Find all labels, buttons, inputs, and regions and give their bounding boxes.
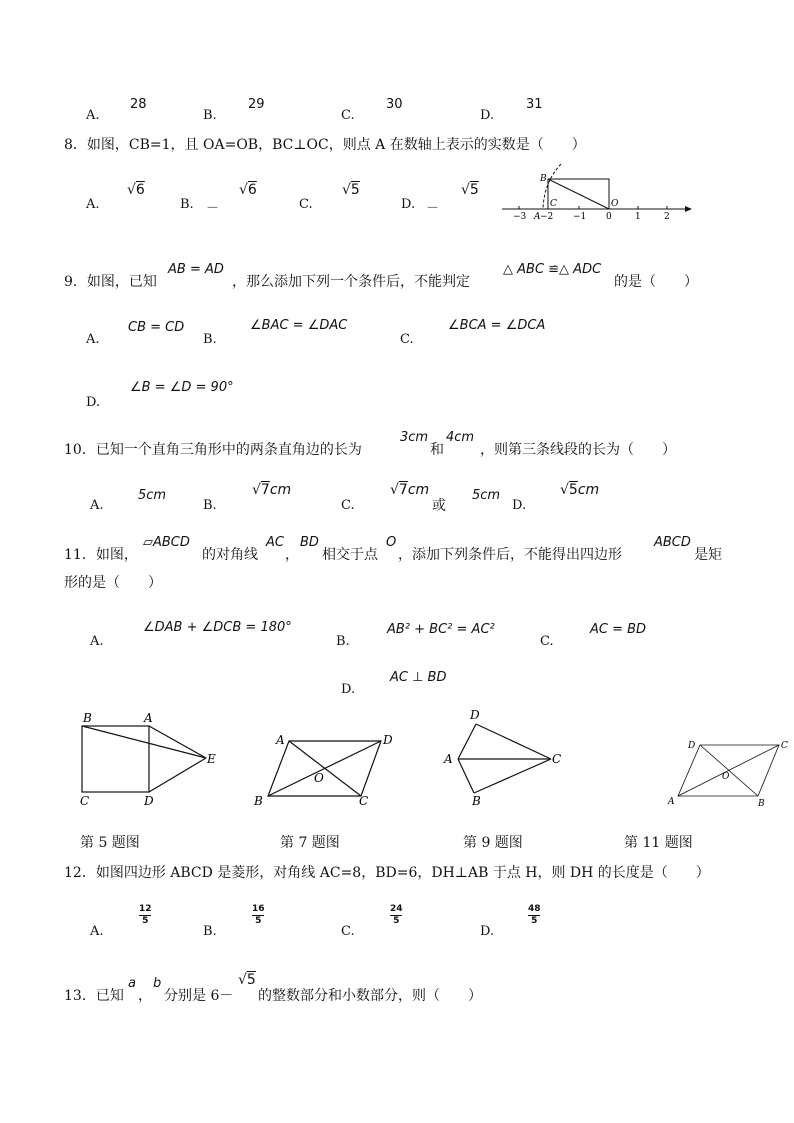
fig9-label-a: A (444, 752, 453, 766)
q9-stem-pre: 9．如图，已知 (64, 274, 157, 290)
q11-stem-mid3: ，添加下列条件后，不能得出四边形 (398, 547, 622, 563)
fig11-label-a: A (668, 797, 675, 807)
fig5-label-c: C (80, 794, 90, 808)
q11-bd: BD (300, 535, 319, 550)
q11-stem-pre: 11．如图， (64, 547, 138, 563)
q11-abcd: ABCD (654, 535, 691, 550)
q9-option-c-letter: C. (400, 332, 414, 347)
q8-tick-minus3: −3 (513, 212, 527, 222)
q12-option-c-letter: C. (341, 924, 355, 939)
q12-option-c-fraction: 24 5 (390, 904, 403, 926)
figure-7-caption: 第 7 题图 (280, 835, 340, 851)
q12-stem: 12．如图四边形 ABCD 是菱形，对角线 AC=8，BD=6，DH⊥AB 于点 H，则 DH 的长度是（ ） (64, 865, 710, 881)
q8-tick-1: 1 (635, 212, 641, 222)
q12-option-d-fraction: 48 5 (528, 904, 541, 926)
q10-length-2: 4cm (446, 430, 475, 445)
fig9-label-d: D (470, 708, 480, 722)
q8-option-d-letter: D. (401, 197, 416, 212)
q7-option-b-value: 29 (248, 97, 265, 112)
q8-stem: 8．如图，CB=1，且 OA=OB，BC⊥OC，则点 A 在数轴上表示的实数是（ ） (64, 137, 586, 153)
q10-option-c-or: 或 (432, 498, 446, 514)
q7-option-d-letter: D. (480, 108, 495, 123)
q8-option-b-letter: B. (180, 197, 194, 212)
q13-var-a: a (128, 976, 136, 991)
q12-option-a-fraction: 12 5 (139, 904, 152, 926)
fig9-label-c: C (552, 752, 562, 766)
q9-option-b-value: ∠BAC = ∠DAC (250, 318, 348, 333)
q7-option-a-letter: A. (86, 108, 100, 123)
fig9-label-b: B (472, 794, 481, 808)
q9-option-a-value: CB = CD (128, 320, 185, 335)
q11-comma: ， (285, 547, 299, 563)
q8-option-c-letter: C. (299, 197, 313, 212)
figure-9-caption: 第 9 题图 (463, 835, 523, 851)
fig11-label-b: B (758, 799, 765, 809)
q13-var-b: b (153, 976, 162, 991)
figure-7-parallelogram (250, 726, 410, 812)
q9-condition: AB = AD (168, 262, 224, 277)
q12-option-a-letter: A. (90, 924, 104, 939)
q8-tick-0: 0 (606, 212, 612, 222)
q9-option-d-letter: D. (86, 395, 101, 410)
fig7-label-a: A (276, 733, 285, 747)
q9-congruence: △ ABC ≌△ ADC (503, 262, 602, 277)
q8-option-b-sign: － (206, 201, 220, 216)
q13-pre: 13．已知 (64, 988, 124, 1004)
q7-option-d-value: 31 (526, 97, 543, 112)
q10-option-d-value: √5cm (560, 482, 600, 498)
q11-stem-mid1: 的对角线 (202, 547, 258, 563)
q7-option-b-letter: B. (203, 108, 217, 123)
figure-5-square-triangle (72, 706, 232, 812)
q11-o: O (386, 535, 397, 550)
q11-option-c-value: AC = BD (590, 622, 647, 637)
q8-tick-2: 2 (664, 212, 670, 222)
q10-option-a-letter: A. (90, 498, 104, 513)
q9-stem-post: 的是（ ） (614, 274, 698, 290)
fig5-label-d: D (144, 794, 154, 808)
q11-option-b-value: AB² + BC² = AC² (387, 622, 495, 637)
figure-11-parallelogram (662, 734, 794, 810)
q11-stem-mid2: 相交于点 (322, 547, 378, 563)
q8-option-a-value: √6 (127, 182, 145, 198)
q10-option-c-value: √7cm (390, 482, 430, 498)
q8-label-a: A (534, 212, 541, 222)
q11-tail: 是矩 (694, 547, 722, 563)
q8-option-a-letter: A. (86, 197, 100, 212)
q10-option-c-letter: C. (341, 498, 355, 513)
q8-option-b-value: √6 (239, 182, 257, 198)
q9-option-d-value: ∠B = ∠D = 90° (130, 380, 234, 395)
q8-label-c: C (550, 199, 557, 209)
q8-option-d-value: √5 (461, 182, 479, 198)
q12-option-b-fraction: 16 5 (252, 904, 265, 926)
q8-tick-minus2: −2 (540, 212, 554, 222)
q7-option-a-value: 28 (130, 97, 147, 112)
q11-option-a-value: ∠DAB + ∠DCB = 180° (143, 620, 292, 635)
q8-option-c-value: √5 (342, 182, 360, 198)
q11-option-c-letter: C. (540, 634, 554, 649)
fig5-label-e: E (207, 752, 216, 766)
q9-stem-mid: ，那么添加下列一个条件后，不能判定 (232, 274, 470, 290)
q9-option-c-value: ∠BCA = ∠DCA (448, 318, 546, 333)
fig11-label-c: C (781, 741, 788, 751)
q11-option-d-value: AC ⊥ BD (390, 670, 447, 685)
q10-stem-post: ，则第三条线段的长为（ ） (480, 442, 676, 458)
figure-5-caption: 第 5 题图 (80, 835, 140, 851)
q7-option-c-value: 30 (386, 97, 403, 112)
q12-option-b-letter: B. (203, 924, 217, 939)
q9-option-a-letter: A. (86, 332, 100, 347)
fig5-label-b: B (83, 711, 92, 725)
q10-length-1: 3cm (400, 430, 429, 445)
q8-label-o: O (611, 199, 619, 209)
q11-parallelogram: ▱ABCD (143, 535, 190, 550)
fig11-label-o: O (722, 772, 730, 782)
figure-11-caption: 第 11 题图 (624, 835, 693, 851)
q8-label-b: B (540, 174, 547, 184)
q13-comma: ， (138, 988, 152, 1004)
q10-option-c-alt: 5cm (472, 488, 501, 503)
q10-option-b-letter: B. (203, 498, 217, 513)
q10-and: 和 (430, 442, 444, 458)
q7-option-c-letter: C. (341, 108, 355, 123)
fig7-label-d: D (383, 733, 393, 747)
q11-option-d-letter: D. (341, 682, 356, 697)
q8-number-line-figure (500, 160, 700, 226)
q12-option-d-letter: D. (480, 924, 495, 939)
q8-tick-minus1: −1 (573, 212, 587, 222)
fig7-label-o: O (314, 771, 324, 785)
fig5-label-a: A (144, 711, 153, 725)
q11-option-b-letter: B. (336, 634, 350, 649)
q13-sqrt: √5 (238, 972, 256, 988)
q9-option-b-letter: B. (203, 332, 217, 347)
q10-stem-pre: 10．已知一个直角三角形中的两条直角边的长为 (64, 442, 362, 458)
q11-option-a-letter: A. (90, 634, 104, 649)
q8-option-d-sign: － (426, 201, 440, 216)
q10-option-b-value: √7cm (252, 482, 292, 498)
fig11-label-d: D (688, 741, 696, 751)
q11-ac: AC (266, 535, 284, 550)
q10-option-d-letter: D. (512, 498, 527, 513)
q11-stem-line2: 形的是（ ） (64, 575, 162, 591)
fig7-label-c: C (359, 794, 369, 808)
figure-9-kite (440, 704, 570, 810)
q13-mid: 分别是 6－ (164, 988, 234, 1004)
q13-post: 的整数部分和小数部分，则（ ） (258, 988, 482, 1004)
fig7-label-b: B (254, 794, 263, 808)
q10-option-a-value: 5cm (138, 488, 167, 503)
